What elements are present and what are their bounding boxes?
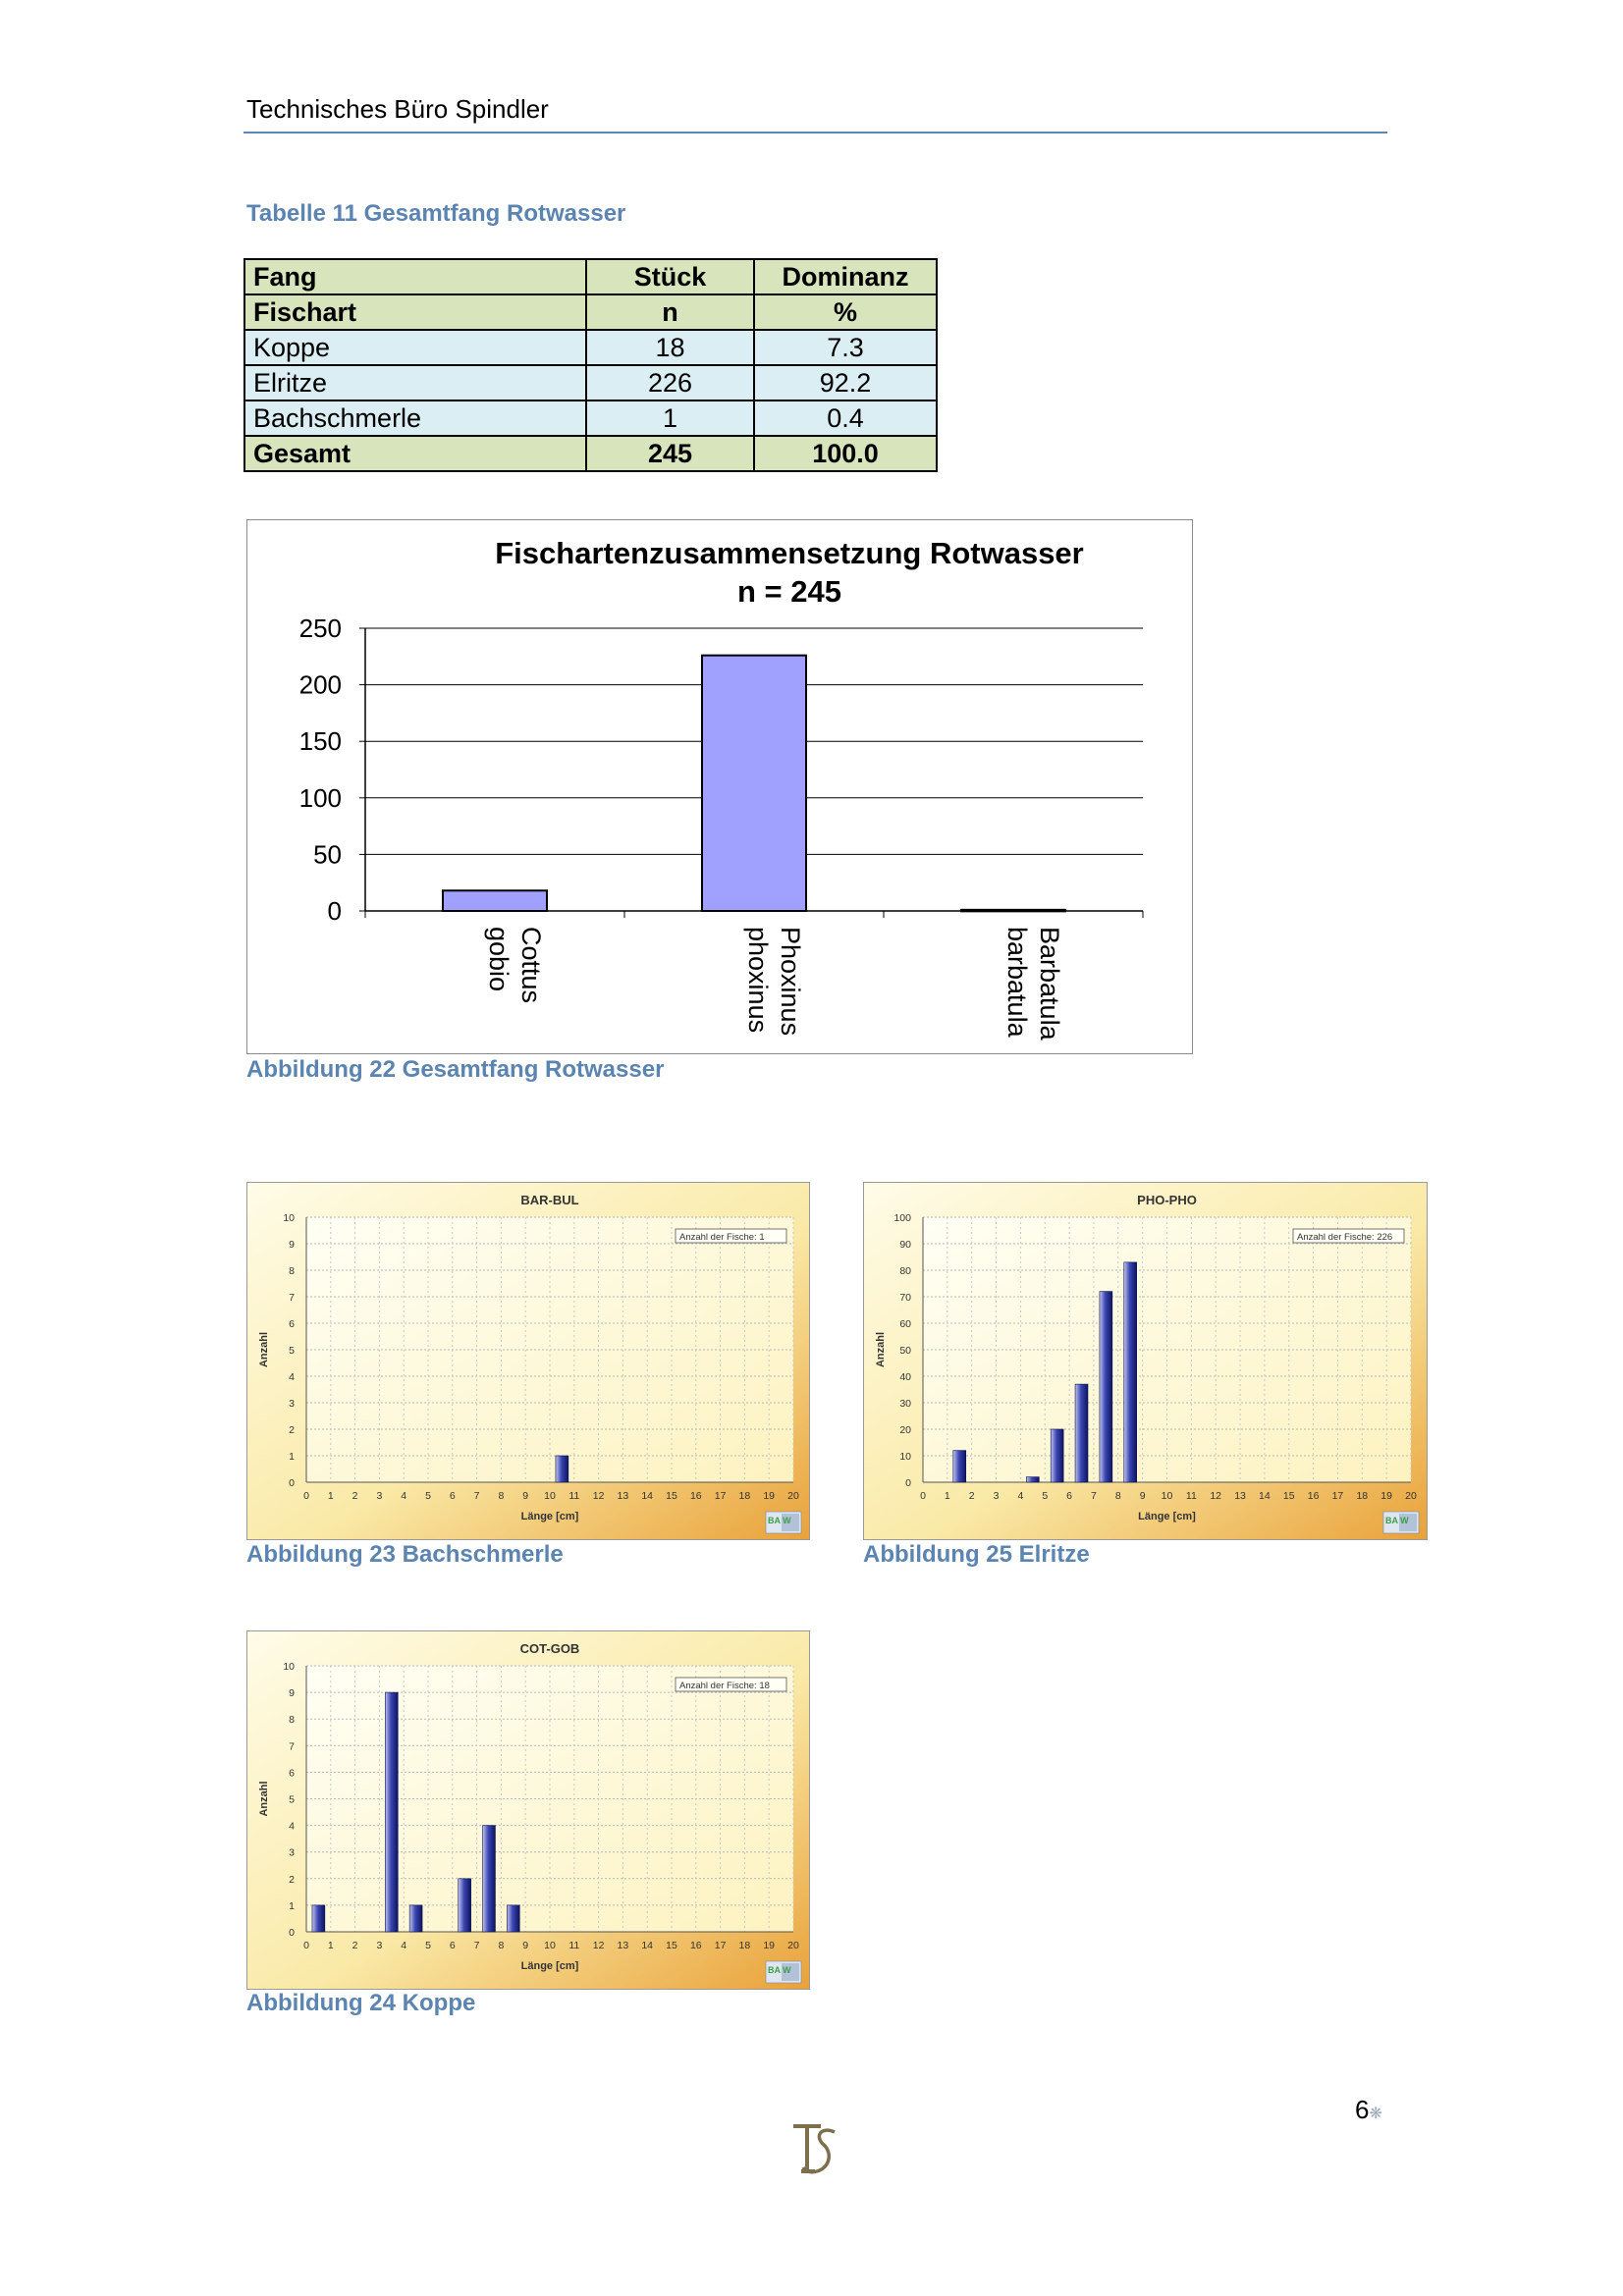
histogram-legend: Anzahl der Fische: 18 bbox=[679, 1681, 770, 1691]
x-tick-label: 9 bbox=[522, 1490, 529, 1502]
y-tick-label: 6 bbox=[289, 1318, 295, 1330]
histogram-title: COT-GOB bbox=[519, 1641, 580, 1656]
x-tick-label: 11 bbox=[568, 1940, 580, 1951]
y-tick-label: 0 bbox=[289, 1927, 295, 1939]
x-tick-label: 3 bbox=[376, 1490, 383, 1502]
table-cell: 0.4 bbox=[754, 400, 937, 436]
x-tick-label: 1 bbox=[327, 1490, 334, 1502]
y-tick-label: 2 bbox=[289, 1424, 295, 1436]
x-axis-label: Länge [cm] bbox=[520, 1511, 579, 1522]
x-tick-label: 6 bbox=[449, 1490, 456, 1502]
y-axis-label: Anzahl bbox=[875, 1331, 887, 1368]
table-cell: % bbox=[754, 294, 937, 330]
document-header: Technisches Büro Spindler bbox=[246, 94, 549, 124]
table-cell: Bachschmerle bbox=[244, 400, 586, 436]
length-histogram-cot-gob bbox=[246, 1630, 810, 1990]
baw-logo bbox=[1383, 1512, 1419, 1533]
x-tick-label: 17 bbox=[1331, 1490, 1344, 1502]
x-tick-label: 13 bbox=[617, 1490, 629, 1502]
x-tick-label: 9 bbox=[522, 1940, 529, 1951]
x-tick-label: 3 bbox=[993, 1490, 1000, 1502]
svg-text:BA W: BA W bbox=[1385, 1516, 1409, 1525]
x-tick-label: 2 bbox=[352, 1490, 358, 1502]
x-category-label: Barbatula bbox=[1035, 927, 1064, 1041]
figure-24-caption: Abbildung 24 Koppe bbox=[246, 1990, 476, 2016]
y-tick-label: 80 bbox=[899, 1265, 911, 1277]
bar bbox=[702, 656, 806, 911]
x-tick-label: 12 bbox=[592, 1490, 605, 1502]
y-tick-label: 4 bbox=[289, 1371, 295, 1383]
x-tick-label: 19 bbox=[763, 1490, 776, 1502]
y-tick-label: 90 bbox=[899, 1239, 911, 1251]
catch-table bbox=[243, 258, 938, 472]
x-tick-label: 16 bbox=[689, 1940, 702, 1951]
y-tick-label: 10 bbox=[899, 1451, 911, 1463]
x-tick-label: 20 bbox=[1405, 1490, 1417, 1502]
y-tick-label: 10 bbox=[283, 1212, 295, 1224]
chart-title: Fischartenzusammensetzung Rotwasser bbox=[495, 536, 1084, 570]
y-tick-label: 7 bbox=[289, 1292, 295, 1304]
y-tick-label: 1 bbox=[289, 1451, 295, 1463]
x-tick-label: 16 bbox=[689, 1490, 702, 1502]
table-cell: 226 bbox=[586, 365, 754, 400]
y-tick-label: 8 bbox=[289, 1714, 295, 1727]
x-tick-label: 15 bbox=[666, 1490, 677, 1502]
table-cell: 18 bbox=[586, 330, 754, 365]
table-row bbox=[244, 330, 937, 365]
histogram-bar bbox=[1026, 1477, 1039, 1482]
histogram-bar bbox=[312, 1905, 325, 1932]
y-tick-label: 30 bbox=[899, 1398, 911, 1410]
x-category-label: gobio bbox=[484, 927, 514, 992]
x-axis-label: Länge [cm] bbox=[1138, 1511, 1196, 1522]
x-category-label: barbatula bbox=[1002, 927, 1032, 1038]
y-axis-label: Anzahl bbox=[258, 1331, 270, 1368]
x-tick-label: 11 bbox=[1185, 1490, 1197, 1502]
x-tick-label: 6 bbox=[449, 1940, 456, 1951]
histogram-title: PHO-PHO bbox=[1137, 1193, 1197, 1207]
x-tick-label: 4 bbox=[401, 1490, 407, 1502]
y-tick-label: 4 bbox=[289, 1820, 295, 1833]
x-category-label: Cottus bbox=[516, 927, 546, 1004]
y-tick-label: 100 bbox=[893, 1212, 911, 1224]
table-cell: 7.3 bbox=[754, 330, 937, 365]
x-tick-label: 5 bbox=[1042, 1490, 1049, 1502]
svg-text:BA W: BA W bbox=[768, 1965, 791, 1975]
x-tick-label: 8 bbox=[498, 1940, 505, 1951]
y-tick-label: 10 bbox=[283, 1661, 295, 1673]
x-tick-label: 10 bbox=[544, 1490, 556, 1502]
x-tick-label: 14 bbox=[1259, 1490, 1271, 1502]
x-tick-label: 2 bbox=[968, 1490, 975, 1502]
x-tick-label: 15 bbox=[1282, 1490, 1295, 1502]
table-cell: Fischart bbox=[244, 294, 586, 330]
table-cell: Gesamt bbox=[244, 436, 586, 471]
y-tick-label: 0 bbox=[905, 1477, 911, 1489]
baw-logo bbox=[766, 1512, 801, 1533]
table-cell: 92.2 bbox=[754, 365, 937, 400]
x-tick-label: 12 bbox=[1210, 1490, 1222, 1502]
x-tick-label: 18 bbox=[738, 1940, 751, 1951]
y-tick-label: 6 bbox=[289, 1767, 295, 1780]
histogram-bar bbox=[556, 1456, 568, 1482]
x-tick-label: 13 bbox=[617, 1940, 629, 1951]
x-tick-label: 7 bbox=[1091, 1490, 1097, 1502]
x-tick-label: 7 bbox=[473, 1940, 480, 1951]
y-tick-label: 60 bbox=[899, 1318, 911, 1330]
x-tick-label: 18 bbox=[738, 1490, 751, 1502]
x-tick-label: 12 bbox=[592, 1940, 605, 1951]
histogram-bar bbox=[459, 1879, 471, 1932]
table-caption: Tabelle 11 Gesamtfang Rotwasser bbox=[246, 200, 626, 227]
x-tick-label: 20 bbox=[787, 1490, 799, 1502]
table-total-row bbox=[244, 436, 937, 471]
x-axis-label: Länge [cm] bbox=[520, 1960, 579, 1972]
x-tick-label: 0 bbox=[303, 1490, 309, 1502]
baw-logo bbox=[766, 1961, 801, 1983]
y-tick-label: 5 bbox=[289, 1793, 295, 1806]
y-tick-label: 0 bbox=[289, 1477, 295, 1489]
table-cell: n bbox=[586, 294, 754, 330]
x-tick-label: 19 bbox=[1380, 1490, 1392, 1502]
histogram-bar bbox=[507, 1905, 519, 1932]
table-row bbox=[244, 400, 937, 436]
histogram-bar bbox=[385, 1692, 398, 1932]
table-cell: Fang bbox=[244, 259, 586, 294]
x-tick-label: 4 bbox=[1017, 1490, 1024, 1502]
histogram-legend: Anzahl der Fische: 226 bbox=[1297, 1232, 1393, 1243]
x-tick-label: 15 bbox=[666, 1940, 677, 1951]
histogram-bar bbox=[483, 1826, 496, 1932]
figure-22-caption: Abbildung 22 Gesamtfang Rotwasser bbox=[246, 1056, 665, 1083]
x-category-label: phoxinus bbox=[743, 927, 773, 1034]
histogram-bar bbox=[953, 1451, 966, 1482]
x-tick-label: 3 bbox=[376, 1940, 383, 1951]
histogram-legend: Anzahl der Fische: 1 bbox=[679, 1232, 765, 1243]
x-tick-label: 17 bbox=[714, 1940, 727, 1951]
x-tick-label: 13 bbox=[1234, 1490, 1246, 1502]
company-logo bbox=[791, 2122, 840, 2186]
svg-text:BA W: BA W bbox=[768, 1516, 791, 1525]
histogram-bar bbox=[1100, 1292, 1112, 1482]
table-cell: 1 bbox=[586, 400, 754, 436]
y-tick-label: 3 bbox=[289, 1846, 295, 1859]
chart-subtitle: n = 245 bbox=[737, 574, 841, 609]
histogram-bar bbox=[409, 1905, 422, 1932]
y-tick-label: 9 bbox=[289, 1687, 295, 1700]
species-composition-chart bbox=[246, 519, 1193, 1054]
y-tick-label: 1 bbox=[289, 1899, 295, 1912]
table-cell: Stück bbox=[586, 259, 754, 294]
x-tick-label: 0 bbox=[920, 1490, 926, 1502]
histogram-bar bbox=[1124, 1262, 1137, 1482]
table-cell: Elritze bbox=[244, 365, 586, 400]
table-cell: Dominanz bbox=[754, 259, 937, 294]
x-category-label: Phoxinus bbox=[776, 927, 805, 1037]
x-tick-label: 7 bbox=[473, 1490, 480, 1502]
figure-23-caption: Abbildung 23 Bachschmerle bbox=[246, 1541, 564, 1568]
histogram-title: BAR-BUL bbox=[520, 1193, 579, 1207]
y-tick-label: 250 bbox=[298, 614, 342, 643]
y-tick-label: 100 bbox=[298, 782, 342, 813]
y-tick-label: 150 bbox=[298, 726, 342, 757]
y-tick-label: 40 bbox=[899, 1371, 911, 1383]
x-tick-label: 14 bbox=[641, 1940, 654, 1951]
y-tick-label: 0 bbox=[327, 896, 342, 926]
histogram-bar bbox=[1075, 1384, 1088, 1482]
y-tick-label: 5 bbox=[289, 1345, 295, 1357]
table-header-row bbox=[244, 294, 937, 330]
header-rule bbox=[243, 132, 1387, 133]
length-histogram-pho-pho bbox=[863, 1182, 1428, 1540]
y-tick-label: 200 bbox=[298, 669, 342, 700]
y-tick-label: 8 bbox=[289, 1265, 295, 1277]
y-tick-label: 7 bbox=[289, 1740, 295, 1753]
table-cell: 245 bbox=[586, 436, 754, 471]
x-tick-label: 0 bbox=[303, 1940, 309, 1951]
page-number: 6❋ bbox=[1355, 2095, 1382, 2124]
y-tick-label: 9 bbox=[289, 1239, 295, 1251]
x-tick-label: 16 bbox=[1307, 1490, 1320, 1502]
x-tick-label: 1 bbox=[327, 1940, 334, 1951]
x-tick-label: 10 bbox=[544, 1940, 556, 1951]
table-row bbox=[244, 365, 937, 400]
x-tick-label: 10 bbox=[1161, 1490, 1173, 1502]
table-header-row bbox=[244, 259, 937, 294]
y-tick-label: 70 bbox=[899, 1292, 911, 1304]
x-tick-label: 1 bbox=[944, 1490, 950, 1502]
x-tick-label: 18 bbox=[1356, 1490, 1369, 1502]
y-tick-label: 2 bbox=[289, 1873, 295, 1886]
bar bbox=[443, 890, 547, 911]
table-cell: Koppe bbox=[244, 330, 586, 365]
y-tick-label: 3 bbox=[289, 1398, 295, 1410]
x-tick-label: 17 bbox=[714, 1490, 727, 1502]
y-tick-label: 50 bbox=[313, 839, 342, 870]
x-tick-label: 19 bbox=[763, 1940, 776, 1951]
table-cell: 100.0 bbox=[754, 436, 937, 471]
y-tick-label: 50 bbox=[899, 1345, 911, 1357]
x-tick-label: 6 bbox=[1066, 1490, 1073, 1502]
x-tick-label: 2 bbox=[352, 1940, 358, 1951]
bar bbox=[961, 910, 1065, 912]
x-tick-label: 5 bbox=[425, 1940, 431, 1951]
histogram-bar bbox=[1051, 1429, 1063, 1482]
y-tick-label: 20 bbox=[899, 1424, 911, 1436]
x-tick-label: 14 bbox=[641, 1490, 654, 1502]
x-tick-label: 8 bbox=[498, 1490, 505, 1502]
y-axis-label: Anzahl bbox=[258, 1781, 270, 1817]
x-tick-label: 9 bbox=[1139, 1490, 1146, 1502]
x-tick-label: 8 bbox=[1114, 1490, 1121, 1502]
x-tick-label: 11 bbox=[568, 1490, 580, 1502]
x-tick-label: 20 bbox=[787, 1940, 799, 1951]
length-histogram-bar-bul bbox=[246, 1182, 810, 1540]
figure-25-caption: Abbildung 25 Elritze bbox=[863, 1541, 1090, 1568]
x-tick-label: 5 bbox=[425, 1490, 431, 1502]
x-tick-label: 4 bbox=[401, 1940, 407, 1951]
